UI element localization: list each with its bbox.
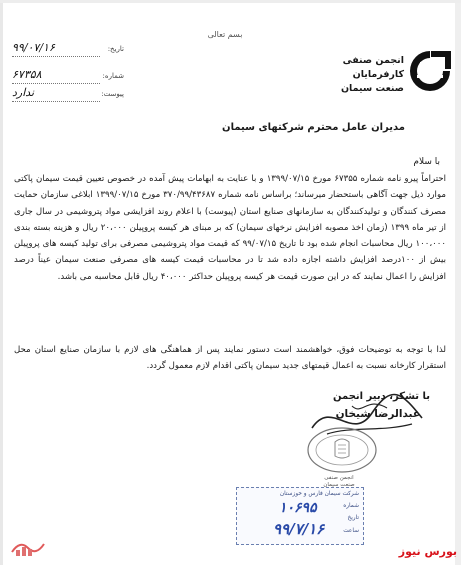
seal-caption-line: صنعت سیمان (323, 482, 355, 488)
association-logo-icon (407, 48, 453, 96)
receipt-stamp-title: شرکت سیمان فارس و خوزستان (279, 491, 359, 497)
source-brand: بورس نیوز (398, 545, 457, 558)
receipt-time-label: ساعت (343, 528, 359, 534)
receipt-stamp (236, 487, 364, 545)
org-line-2: کارفرمایان (352, 69, 404, 80)
attachment-line (12, 101, 100, 102)
addressee: مدیران عامل محترم شرکتهای سیمان (222, 122, 405, 133)
scan-edge-right (455, 0, 461, 565)
receipt-number-label: شماره (343, 503, 359, 509)
date-field (12, 43, 124, 57)
seal-caption-line: انجمن صنفی (324, 475, 354, 481)
date-value: ۹۹/۰۷/۱۶ (12, 41, 55, 54)
date-label: تاریخ: (107, 45, 124, 53)
date-line (12, 56, 100, 57)
receipt-date-label: تاریخ (347, 515, 359, 521)
watermark-logo-icon (10, 536, 46, 558)
organization-name (318, 54, 404, 96)
receipt-date-value: ۹۹/۷/۱۶ (273, 520, 325, 538)
scan-edge-left (0, 0, 3, 565)
number-label: شماره: (102, 72, 124, 80)
receipt-number-value: ۱۰۶۹۵ (279, 500, 317, 516)
number-field (12, 70, 124, 84)
signature-title: با تشکر، دبیر انجمن (332, 391, 430, 402)
letter-body: احتراماً پیرو نامه شماره ۶۷۳۵۵ مورخ ۱۳۹۹/۰۷/۱۵ و با عنایت به ابهامات پیش آمده در خصوص تعیین قیمت سیمان پاکتی موارد ذیل جهت آگاهی باستحضار میرساند؛ براساس نامه شماره ۳۷۰/۹۹/۴۳۶۸۷ مورخ ۱۳۹۹/۰۷/۱۵ ابلاغی سازمان حمایت مصرف کنندگان و تولیدکنندگان به سازمانهای صنایع استان (پیوست) با اعلام روند افزایشی مواد پتروشیمی در سال جاری از تیر ماه ۱۳۹۹ (زمان اخذ مصوبه افزایش نرخهای سیمان) که بر مبنای هر کیسه پروپیلن ۲۰،۰۰۰ ریال و هزینه بسته بندی ۱۰۰،۰۰۰ ریال محاسبات انجام شده بود تا تاریخ ۹۹/۰۷/۱۵ که قیمت مواد پتروشیمی مصرفی برای تولید کیسه های پروپیلن بیش از ۱۰۰درصد افزایش داشته اجازه داده شد تا در محاسبات قیمت کیسه های مصرفی صنعت سیمان عیناً درصد افزایش را اعمال نمایند که در این صورت قیمت هر کیسه پروپیلن حداکثر ۴۰،۰۰۰ ریال قابل محاسبه می باشد. (14, 174, 447, 282)
attachment-value: ندارد (12, 86, 35, 99)
org-line-3: صنعت سیمان (340, 83, 404, 94)
letter-closing: لذا با توجه به توضیحات فوق، خواهشمند است دستور نمایند پس از هماهنگی های لازم با سازمان صنایع استان محل استقرار کارخانه نسبت به اعمال قیمتهای جدید سیمان پاکتی اقدام لازم معمول گردد. (14, 345, 446, 371)
official-seal-icon (305, 426, 379, 474)
number-value: ۶۷۳۵۸ (12, 68, 42, 81)
salutation: با سلام (413, 157, 440, 167)
attachment-label: پیوست: (101, 90, 124, 98)
attachment-field (12, 88, 124, 102)
bismillah-header: بسم تعالی (207, 30, 243, 39)
number-line (12, 83, 100, 84)
org-line-1: انجمن صنفی (342, 55, 404, 66)
scan-edge-top (0, 0, 461, 3)
signatory-name: عبدالرضا شیخان (335, 408, 420, 420)
